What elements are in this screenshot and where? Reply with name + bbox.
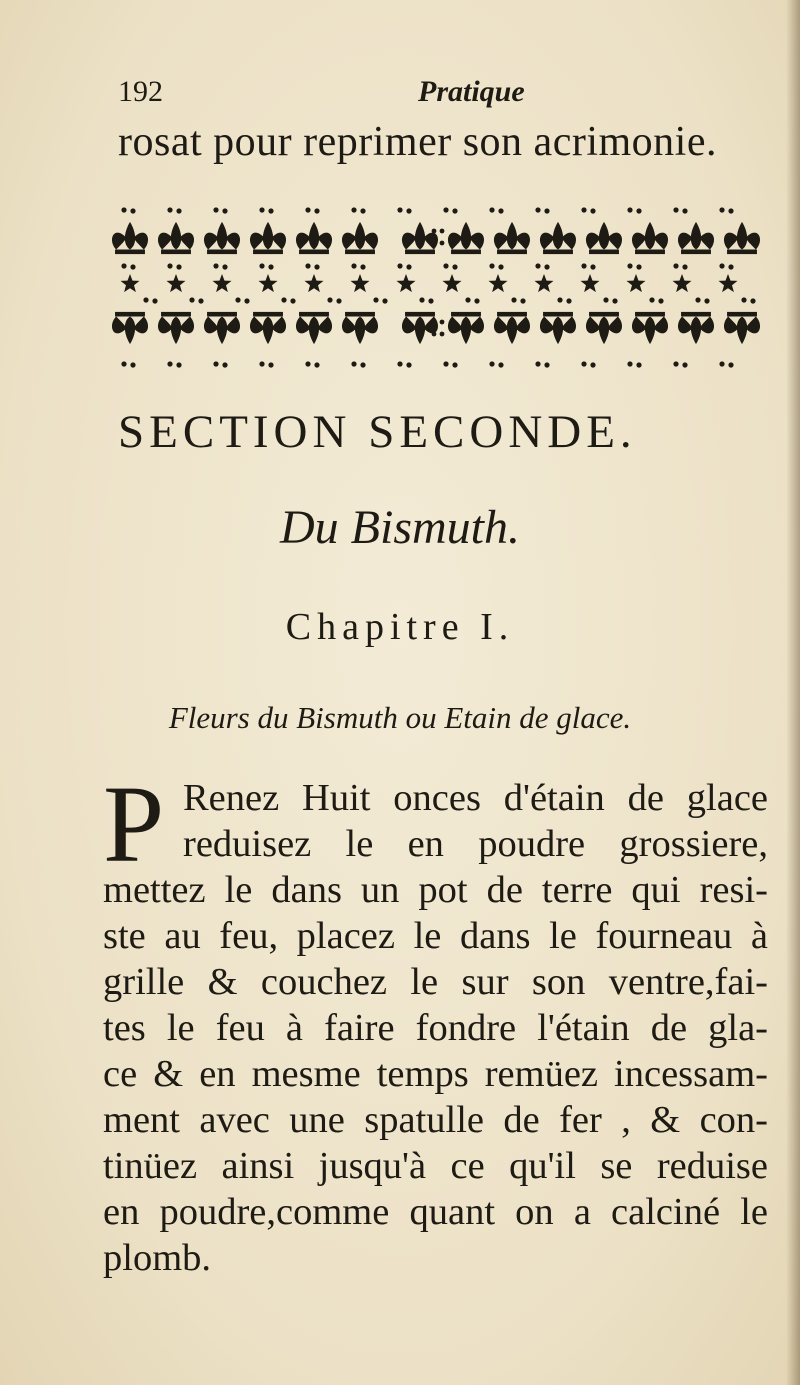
subject-title: Du Bismuth.	[280, 501, 520, 554]
article-title: Fleurs du Bismuth ou Etain de glace.	[168, 700, 632, 735]
body-line: ment avec une spatulle de fer , & con-	[103, 1099, 768, 1141]
body-line: en poudre,comme quant on a calciné le	[103, 1191, 768, 1233]
body-line: plomb.	[103, 1237, 212, 1279]
continuation-line: rosat pour reprimer son acrimonie.	[118, 119, 717, 165]
body-line: mettez le dans un pot de terre qui resi-	[103, 869, 768, 911]
chapter-title: Chapitre I.	[285, 606, 515, 648]
body-paragraph	[103, 763, 768, 1281]
body-line: grille & couchez le sur son ventre,fai-	[103, 961, 768, 1003]
page-edge-shadow	[786, 0, 800, 1385]
body-line: Renez Huit onces d'étain de glace	[183, 777, 768, 819]
body-line: tinüez ainsi jusqu'à ce qu'il se reduise	[103, 1145, 768, 1187]
fleuron-ornament-icon	[112, 198, 772, 373]
section-title: SECTION SECONDE.	[118, 406, 637, 458]
body-line: ste au feu, placez le dans le fourneau à	[103, 915, 768, 957]
body-line: tes le feu à faire fondre l'étain de gla-	[103, 1007, 768, 1049]
body-line: reduisez le en poudre grossiere,	[183, 823, 768, 865]
running-title: Pratique	[418, 75, 525, 108]
page-number: 192	[118, 75, 163, 108]
running-head	[118, 75, 763, 115]
drop-cap: P	[103, 763, 165, 885]
body-line: ce & en mesme temps remüez incessam-	[103, 1053, 768, 1095]
